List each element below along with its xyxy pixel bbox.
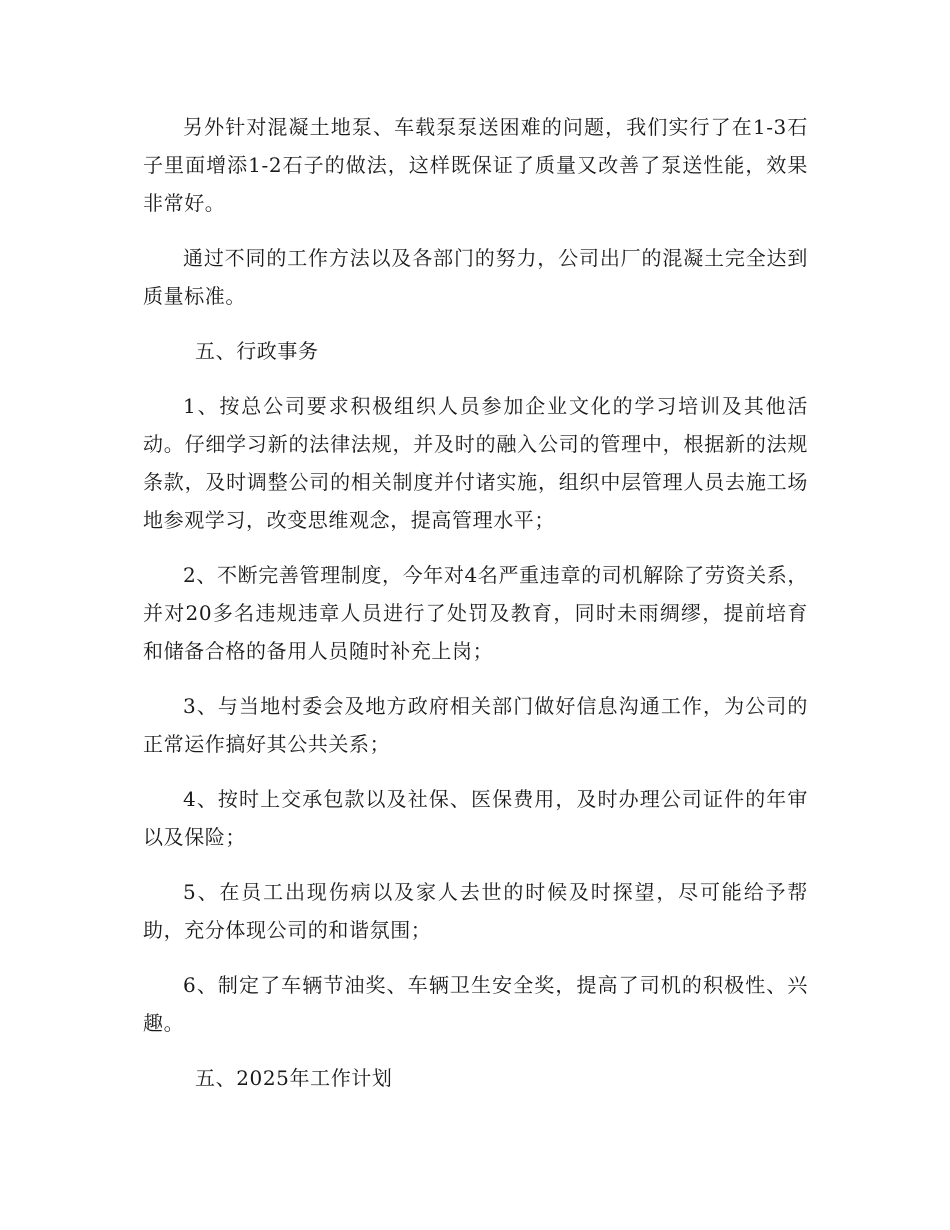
paragraph-admin-item-5: 5、在员工出现伤病以及家人去世的时候及时探望，尽可能给予帮助，充分体现公司的和谐氛围；	[143, 880, 808, 942]
paragraph-admin-item-1: 1、按总公司要求积极组织人员参加企业文化的学习培训及其他活动。仔细学习新的法律法规，并及时的融入公司的管理中，根据新的法规条款，及时调整公司的相关制度并付诸实施，组织中层管理人员去施工场地参观学习，改变思维观念，提高管理水平；	[143, 394, 808, 532]
paragraph-pump-improvement: 另外针对混凝土地泵、车载泵泵送困难的问题，我们实行了在1-3石子里面增添1-2石子的做法，这样既保证了质量又改善了泵送性能，效果非常好。	[143, 115, 808, 215]
document-body	[143, 108, 808, 1114]
paragraph-admin-item-2: 2、不断完善管理制度，今年对4名严重违章的司机解除了劳资关系，并对20多名违规违章人员进行了处罚及教育，同时未雨绸缪，提前培育和储备合格的备用人员随时补充上岗；	[143, 563, 808, 663]
paragraph-admin-item-6: 6、制定了车辆节油奖、车辆卫生安全奖，提高了司机的积极性、兴趣。	[143, 973, 808, 1035]
paragraph-quality-standard: 通过不同的工作方法以及各部门的努力，公司出厂的混凝土完全达到质量标准。	[143, 246, 808, 308]
section-heading-work-plan: 五、2025年工作计划	[195, 1066, 393, 1090]
section-heading-admin-affairs: 五、行政事务	[195, 339, 319, 363]
paragraph-admin-item-4: 4、按时上交承包款以及社保、医保费用，及时办理公司证件的年审以及保险；	[143, 787, 808, 849]
paragraph-admin-item-3: 3、与当地村委会及地方政府相关部门做好信息沟通工作，为公司的正常运作搞好其公共关系；	[143, 694, 808, 756]
